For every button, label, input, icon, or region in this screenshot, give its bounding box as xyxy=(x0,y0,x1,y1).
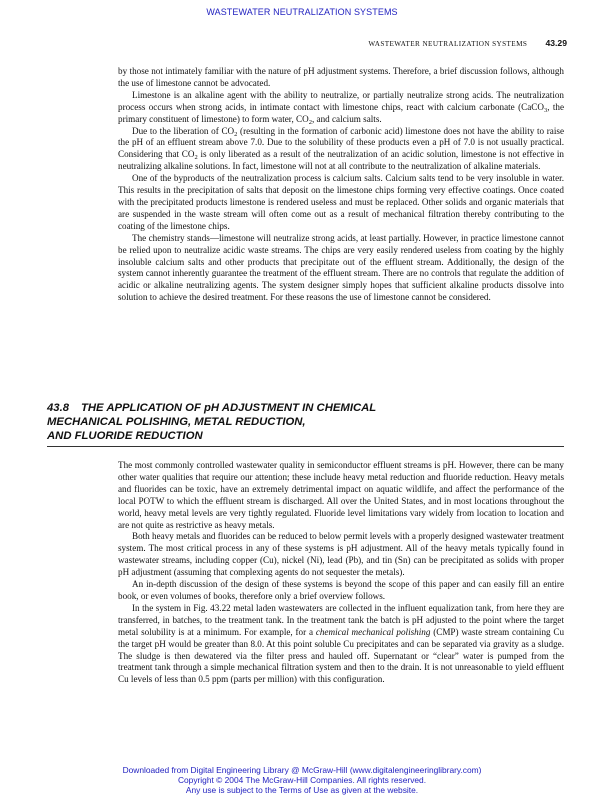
italic-term: chemical mechanical polishing xyxy=(315,626,431,637)
paragraph: In the system in Fig. 43.22 metal laden wastewaters are collected in the influent equalization tank, from here they are transferred, in batches, to the treatment tank. In the treatment tank the batch is pH adjusted to the point where the target metal solubility is at a minimum. For example, for a chemical mechanical polishing (CMP) waste stream containing Cu the target pH would be greater than 8.0. At this point soluble Cu precipitates and can be separated via gravity as a sludge. The sludge is then dewatered via the filter press and hauled off. Supernatant or “clear” water is pumped from the treatment tank through a simple mechanical filtration system and then to the drain. It is not unreasonable to yield effluent Cu levels of less than 0.5 ppm (parts per million) with this configuration. xyxy=(118,602,565,685)
section-heading-line: MECHANICAL POLISHING, METAL REDUCTION, xyxy=(47,416,306,429)
paragraph: The most commonly controlled wastewater quality in semiconductor effluent streams is pH. However, there can be many other water qualities that require our attention; these include heavy metal reduction and fluoride reduction. Heavy metals and fluorides can be toxic, have an extremely detrimental impact on aquatic wildlife, and affect the performance of the local POTW to which the effluent stream is discharged. All over the United States, and in most locations throughout the world, heavy metal levels are very tightly regulated. Fluoride level limitations vary widely from location to location and are not quite as restrictive as heavy metals. xyxy=(118,460,564,530)
footer-download-link[interactable]: Downloaded from Digital Engineering Library @ McGraw-Hill (www.digitalengineeringlibrary.com) xyxy=(122,765,482,775)
section-heading-line: 43.8 THE APPLICATION OF pH ADJUSTMENT IN CHEMICAL xyxy=(47,402,377,414)
running-head xyxy=(368,38,567,48)
paragraph: Both heavy metals and fluorides can be reduced to below permit levels with a properly designed wastewater treatment system. The most critical process in any of these systems is pH adjustment. All of the heavy metals typically found in wastewater streams, including copper (Cu), nickel (Ni), lead (Pb), and tin (Sn) can be precipitated as solids with proper pH adjustment (assuming that complexing agents do not sequester the metals). xyxy=(118,531,564,578)
section-number: 43.8 xyxy=(47,402,69,414)
paragraph: The chemistry stands—limestone will neutralize strong acids, at least partially. However, in practice limestone cannot be relied upon to neutralize acidic waste streams. The chips are very easily rendered useless from coating by the highly insoluble calcium salts and other products that precipitate out of the effluent stream. Additionally, the design of the system cannot inherently guarantee the treatment of the effluent stream. There are no controls that regulate the addition of acidic or alkaline neutralizing agents. The system designer simply hopes that sufficient alkaline products dissolve into solution to achieve the desired treatment. For these reasons the use of limestone cannot be considered. xyxy=(118,232,564,303)
ph-adjustment-section xyxy=(118,460,564,686)
paragraph: by those not intimately familiar with the nature of pH adjustment systems. Therefore, a brief discussion follows, although the use of limestone cannot be advocated. xyxy=(118,66,564,88)
page-number: 43.29 xyxy=(545,38,567,48)
paragraph: Limestone is an alkaline agent with the ability to neutralize, or partially neutralize strong acids. The neutralization process occurs when strong acids, in intimate contact with limestone chips, react with calcium carbonate (CaCO$_3$, the primary constituent of limestone) to form water, $CO_2$, and calcium salts. xyxy=(118,89,564,126)
top-banner: WASTEWATER NEUTRALIZATION SYSTEMS xyxy=(206,7,398,17)
limestone-discussion xyxy=(118,66,564,304)
footer-terms: Any use is subject to the Terms of Use as given at the website. xyxy=(185,785,419,795)
paragraph: Due to the liberation of $CO_2$ (resulting in the formation of carbonic acid) limestone does not have the ability to raise the pH of an effluent stream above 7.0. Due to the solubility of these products even a pH of 7.0 is not usually practical. Considering that $CO_2$ is only liberated as a result of the neutralization of an acidic solution, limestone is not effective in neutralizing alkaline solutions. In fact, limestone will not at all contribute to the neutralization of alkaline materials. xyxy=(118,125,564,172)
section-heading xyxy=(47,401,564,447)
section-heading-line: AND FLUORIDE REDUCTION xyxy=(47,430,203,443)
running-head-title: WASTEWATER NEUTRALIZATION SYSTEMS xyxy=(368,40,528,48)
footer-notice xyxy=(0,765,604,795)
paragraph: An in-depth discussion of the design of these systems is beyond the scope of this paper and can easily fill an entire book, or even volumes of books, therefore only a brief overview follows. xyxy=(118,579,564,601)
footer-copyright: Copyright © 2004 The McGraw-Hill Companies. All rights reserved. xyxy=(177,775,427,785)
paragraph: One of the byproducts of the neutralization process is calcium salts. Calcium salts tend to be very insoluble in water. This results in the precipitation of salts that deposit on the limestone chips forming very effective coatings. Once coated with the precipitated products limestone is rendered useless and must be replaced. Other solids and organic materials that are suspended in the waste stream will often come out as a result of mechanical filtration thereby contributing to the coating of the limestone chips. xyxy=(118,173,564,231)
